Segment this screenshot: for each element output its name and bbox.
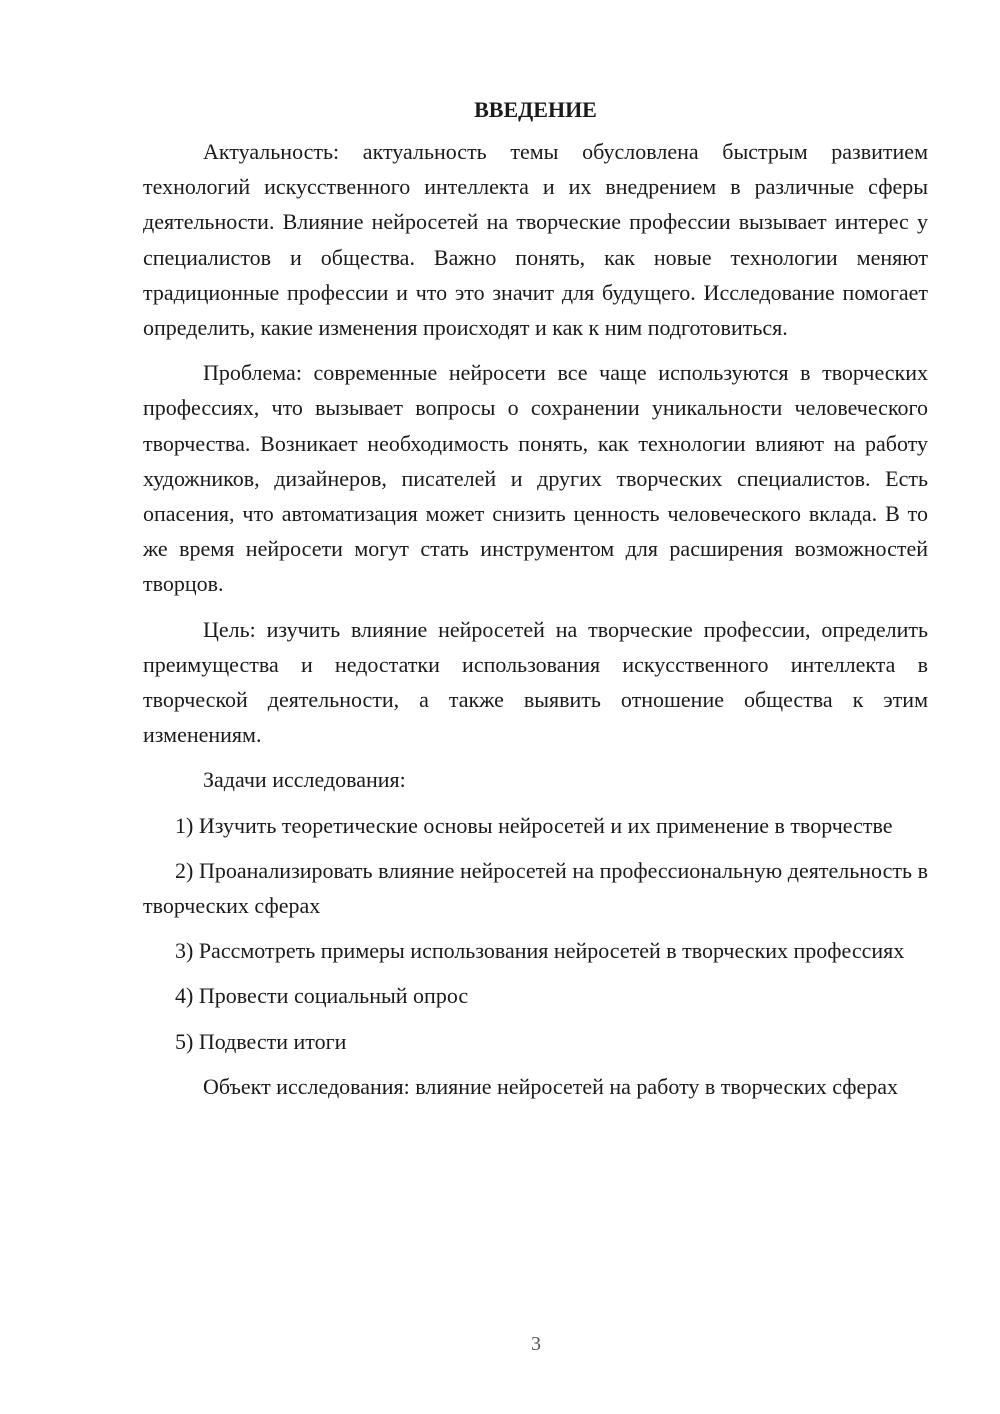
problem-paragraph: Проблема: современные нейросети все чаще используются в творческих профессиях, что вызывает вопросы о сохранении уникальности человеческого творчества. Возникает необходимость понять, как технологии влияют на работу художников, дизайнеров, писателей и других творческих специалистов. Есть опасения, что автоматизация может снизить ценность человеческого вклада. В то же время нейросети могут стать инструментом для расширения возможностей творцов. [143, 360, 928, 597]
task-item-5: 5) Подвести итоги [175, 1028, 347, 1054]
task-item-2: 2) Проанализировать влияние нейросетей на профессиональную деятельность в творческих сферах [143, 857, 928, 919]
relevance-paragraph: Актуальность: актуальность темы обусловлена быстрым развитием технологий искусственного интеллекта и их внедрением в различные сферы деятельности. Влияние нейросетей на творческие профессии вызывает интерес у специалистов и общества. Важно понять, как новые технологии меняют традиционные профессии и что это значит для будущего. Исследование помогает определить, какие изменения происходят и как к ним подготовиться. [143, 139, 928, 341]
goal-paragraph: Цель: изучить влияние нейросетей на творческие профессии, определить преимущества и недостатки использования искусственного интеллекта в творческой деятельности, а также выявить отношение общества к этим изменениям. [143, 616, 928, 748]
object-paragraph: Объект исследования: влияние нейросетей на работу в творческих сферах [203, 1073, 899, 1099]
task-item-3: 3) Рассмотреть примеры использования нейросетей в творческих профессиях [175, 938, 905, 964]
page-content [143, 90, 928, 1114]
page-number: 3 [531, 1333, 541, 1355]
tasks-title: Задачи исследования: [203, 767, 406, 793]
task-item-1: 1) Изучить теоретические основы нейросетей и их применение в творчестве [175, 812, 893, 838]
section-heading: ВВЕДЕНИЕ [474, 97, 597, 122]
task-item-4: 4) Провести социальный опрос [175, 983, 469, 1009]
